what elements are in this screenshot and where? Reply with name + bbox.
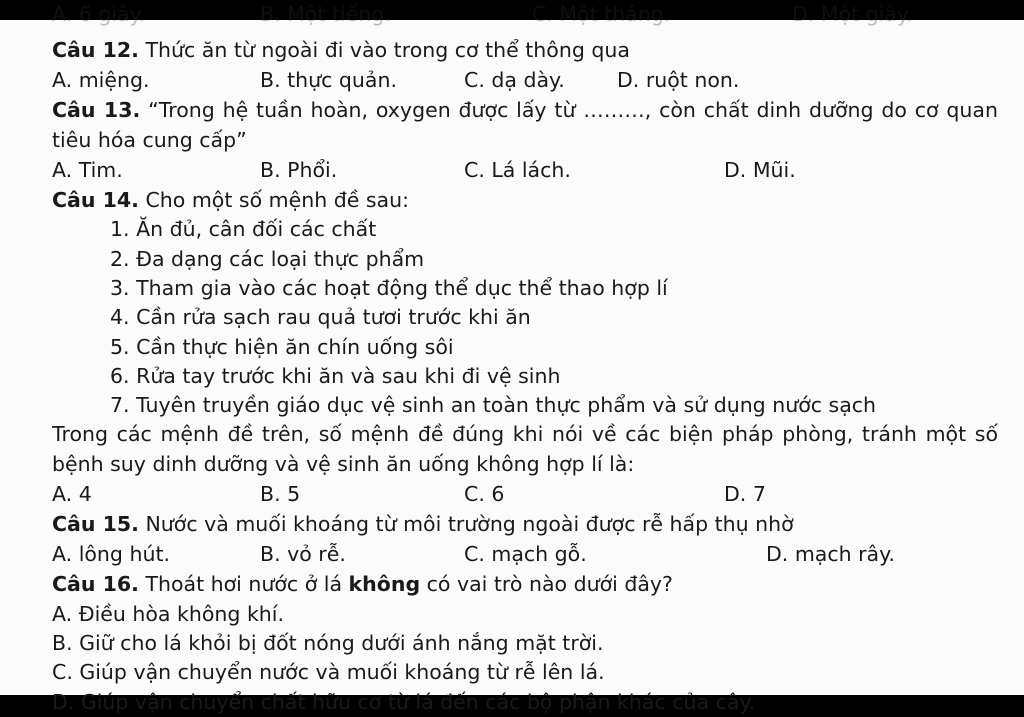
question-14-item-3: 3. Tham gia vào các hoạt động thể dục thể thao hợp lí [110,275,668,300]
question-13-option-a[interactable]: A. Tim. [52,157,123,182]
clipped-option-b: B. Một tiếng. [260,2,391,26]
question-16-option-a[interactable]: A. Điều hòa không khí. [52,601,285,626]
question-14-option-b[interactable]: B. 5 [260,482,301,507]
clipped-previous-options [52,2,998,34]
question-14-item-7: 7. Tuyên truyền giáo dục vệ sinh an toàn thực phẩm và sử dụng nước sạch [110,393,877,418]
question-15-stem: Nước và muối khoáng từ môi trường ngoài được rễ hấp thụ nhờ [145,512,794,537]
question-15-option-c[interactable]: C. mạch gỗ. [464,542,587,567]
question-12-number: Câu 12. [52,38,139,62]
clipped-option-c: C. Một tháng. [532,2,671,26]
question-13-option-b[interactable]: B. Phổi. [260,157,338,182]
page-content [52,2,998,717]
question-12-option-d[interactable]: D. ruột non. [617,68,740,93]
question-16-option-d[interactable]: D. Giúp vận chuyển chất hữu cơ từ lá đến các bộ phận khác của cây. [52,689,756,714]
question-15-option-d[interactable]: D. mạch rây. [766,542,895,567]
question-14-option-a[interactable]: A. 4 [52,482,92,507]
question-15-option-b[interactable]: B. vỏ rễ. [260,542,346,567]
question-13-stem: “Trong hệ tuần hoàn, oxygen được lấy từ ………, còn chất dinh dưỡng do cơ quan tiêu hóa cung cấp” [52,98,998,152]
question-12-stem: Thức ăn từ ngoài đi vào trong cơ thể thông qua [145,38,630,62]
question-14-options [52,480,998,508]
question-13-option-c[interactable]: C. Lá lách. [464,157,571,182]
clipped-option-d: D. Một giây. [792,2,913,26]
question-15-number: Câu 15. [52,512,139,537]
page-paper [0,2,1024,714]
question-14 [52,186,998,215]
question-14-item-1: 1. Ăn đủ, cân đối các chất [110,217,377,242]
question-15 [52,510,998,539]
question-14-item-5: 5. Cần thực hiện ăn chín uống sôi [110,334,454,359]
question-15-options [52,540,998,568]
question-14-option-d[interactable]: D. 7 [724,482,766,507]
question-13 [52,96,998,155]
question-12-option-c[interactable]: C. dạ dày. [464,68,565,93]
question-16-option-b[interactable]: B. Giữ cho lá khỏi bị đốt nóng dưới ánh nắng mặt trời. [52,631,604,655]
question-16-stem-emphasis: không [348,572,421,597]
question-16-number: Câu 16. [52,572,139,597]
question-14-item-6: 6. Rửa tay trước khi ăn và sau khi đi vệ sinh [110,363,561,388]
question-15-option-a[interactable]: A. lông hút. [52,542,170,567]
question-14-option-c[interactable]: C. 6 [464,482,505,507]
question-14-number: Câu 14. [52,187,139,212]
question-12 [52,36,998,65]
question-16 [52,570,998,599]
question-13-options [52,156,998,184]
clipped-option-a: A. 6 giây. [52,2,146,26]
question-13-number: Câu 13. [52,98,141,123]
question-14-stem: Cho một số mệnh đề sau: [145,187,410,212]
question-12-option-a[interactable]: A. miệng. [52,68,150,93]
question-16-stem-pre: Thoát hơi nước ở lá [145,572,349,597]
question-14-item-4: 4. Cần rửa sạch rau quả tươi trước khi ăn [110,305,531,330]
question-16-stem-post: có vai trò nào dưới đây? [420,572,673,597]
question-12-options [52,66,998,94]
question-14-item-2: 2. Đa dạng các loại thực phẩm [110,246,425,271]
question-14-closing: Trong các mệnh đề trên, số mệnh đề đúng khi nói về các biện pháp phòng, tránh một số bệnh suy dinh dưỡng và vệ sinh ăn uống không hợp lí là: [52,422,998,476]
question-13-option-d[interactable]: D. Mũi. [724,157,796,182]
question-16-option-c[interactable]: C. Giúp vận chuyển nước và muối khoáng từ rễ lên lá. [52,660,605,685]
question-12-option-b[interactable]: B. thực quản. [260,68,397,93]
